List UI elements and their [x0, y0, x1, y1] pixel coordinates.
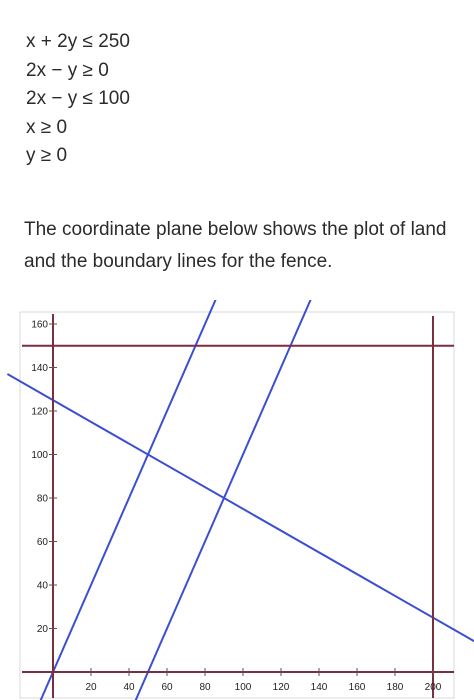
inequality-5: y ≥ 0 — [26, 145, 68, 166]
inequality-4: x ≥ 0 — [26, 116, 68, 138]
x-tick-label: 200 — [424, 682, 442, 693]
coordinate-plane — [0, 300, 474, 700]
x-tick-label: 140 — [310, 682, 328, 693]
y-tick-label: 140 — [31, 363, 48, 374]
y-tick-label: 60 — [36, 537, 48, 548]
inequality-list — [26, 28, 130, 171]
y-tick-label: 40 — [36, 580, 48, 592]
y-tick-label: 160 — [31, 319, 48, 331]
x-tick-label: 80 — [199, 682, 211, 693]
x-tick-label: 60 — [161, 682, 173, 693]
description-text: The coordinate plane below shows the plot of land and the boundary lines for the fence. — [24, 219, 447, 272]
y-tick-label: 80 — [36, 493, 48, 505]
x-tick-label: 180 — [386, 682, 404, 693]
x-tick-label: 40 — [123, 682, 135, 693]
y-tick-label: 120 — [31, 406, 48, 418]
inequality-3: 2x − y ≤ 100 — [26, 88, 130, 109]
x-tick-label: 20 — [85, 682, 97, 693]
x-tick-label: 160 — [348, 682, 366, 693]
inequality-2: 2x − y ≥ 0 — [26, 59, 109, 81]
x-tick-label: 100 — [234, 682, 252, 693]
x-tick-label: 120 — [272, 682, 290, 693]
inequality-1: x + 2y ≤ 250 — [26, 31, 130, 52]
y-tick-label: 20 — [36, 624, 48, 635]
y-tick-label: 100 — [31, 450, 48, 461]
